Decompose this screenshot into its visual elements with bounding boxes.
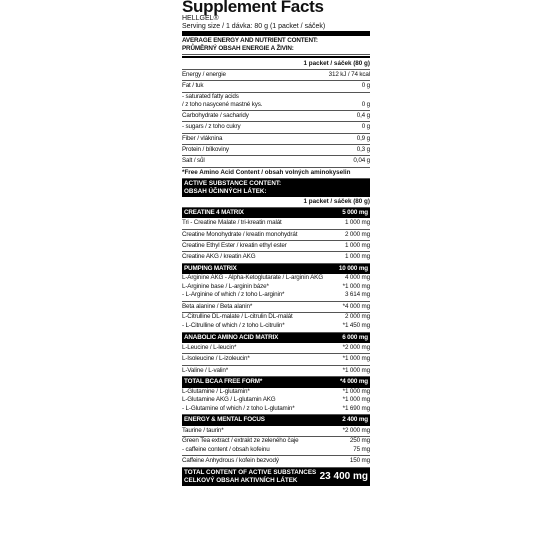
total-label-en: TOTAL CONTENT OF ACTIVE SUBSTANCES bbox=[184, 468, 317, 476]
ingredient-value: *2 000 mg bbox=[342, 426, 370, 434]
ingredient-row bbox=[182, 437, 370, 456]
nutrient-row bbox=[182, 156, 370, 167]
ingredient-value: 75 mg bbox=[353, 445, 370, 453]
nutrient-name bbox=[182, 122, 241, 132]
free-amino-note: *Free Amino Acid Content / obsah volných aminokyselin bbox=[182, 168, 370, 179]
ingredient-values bbox=[343, 274, 370, 300]
ingredient-name: L-Isoleucine / L-izoleucin* bbox=[182, 355, 250, 363]
ingredient-names bbox=[182, 241, 287, 251]
ingredient-value: 150 mg bbox=[349, 457, 370, 465]
ingredient-value: 4 000 mg bbox=[344, 274, 370, 282]
per-packet-label: 1 packet / sáček (80 g) bbox=[182, 59, 370, 70]
nutrient-row bbox=[182, 93, 370, 111]
nutrient-name-line: Carbohydrate / sacharidy bbox=[182, 111, 249, 119]
nutrient-row bbox=[182, 145, 370, 156]
ingredient-value: *1 450 mg bbox=[342, 322, 370, 330]
nutrient-name bbox=[182, 145, 229, 155]
ingredient-value: 2 000 mg bbox=[344, 230, 370, 238]
ingredient-value: 1 000 mg bbox=[344, 242, 370, 250]
section-amount: 6 000 mg bbox=[342, 333, 368, 341]
ingredient-values bbox=[343, 388, 370, 414]
ingredient-value: 2 000 mg bbox=[344, 313, 370, 321]
ingredient-row bbox=[182, 343, 370, 354]
nutrient-value: 312 kJ / 74 kcal bbox=[328, 71, 370, 78]
ingredient-name: - L-Arginine of which / z toho L-arginin* bbox=[182, 291, 285, 299]
section-header bbox=[182, 377, 370, 387]
ingredient-name: L-Arginine AKG - Alpha-Ketoglutarate / L-arginin AKG bbox=[182, 274, 323, 282]
brand-name: HELLGEL® bbox=[182, 15, 219, 22]
ingredient-value: *1 000 mg bbox=[342, 387, 370, 395]
nutrient-row bbox=[182, 81, 370, 92]
ingredient-names bbox=[182, 218, 282, 228]
ingredient-name: Caffeine Anhydrous / kofein bezvodý bbox=[182, 457, 279, 465]
ingredient-value: *1 690 mg bbox=[342, 404, 370, 412]
per-packet-label-2: 1 packet / sáček (80 g) bbox=[182, 197, 370, 208]
ingredient-row bbox=[182, 313, 370, 332]
ingredient-row bbox=[182, 218, 370, 229]
nutrient-value: 0,4 g bbox=[356, 111, 370, 119]
section-title: ENERGY & MENTAL FOCUS bbox=[184, 416, 265, 424]
nutrient-name-line: - sugars / z toho cukry bbox=[182, 123, 241, 131]
nutrient-row bbox=[182, 122, 370, 133]
average-header-en: AVERAGE ENERGY AND NUTRIENT CONTENT: bbox=[182, 37, 318, 44]
ingredient-name: L-Arginine base / L-arginin báze* bbox=[182, 282, 269, 290]
nutrient-value: 0 g bbox=[361, 100, 370, 108]
active-header-cz: OBSAH ÚČINNÝCH LÁTEK: bbox=[184, 187, 267, 195]
active-substance-header bbox=[182, 179, 370, 197]
nutrient-name-line: / z toho nasycené mastné kys. bbox=[182, 100, 263, 108]
ingredient-row bbox=[182, 230, 370, 241]
section-header bbox=[182, 208, 370, 218]
section-amount: *4 000 mg bbox=[339, 378, 368, 386]
ingredient-value: *1 000 mg bbox=[342, 396, 370, 404]
total-amount: 23 400 mg bbox=[319, 471, 368, 483]
active-header-en: ACTIVE SUBSTANCE CONTENT: bbox=[184, 179, 282, 187]
divider-thin bbox=[182, 56, 370, 58]
nutrient-name-line: Energy / energie bbox=[182, 71, 226, 78]
section-title: CREATINE 4 MATRIX bbox=[184, 208, 244, 216]
ingredient-value: 3 614 mg bbox=[344, 291, 370, 299]
ingredient-row bbox=[182, 456, 370, 467]
section-title: ANABOLIC AMINO ACID MATRIX bbox=[184, 333, 279, 341]
ingredient-value: 1 000 mg bbox=[344, 253, 370, 261]
ingredient-names bbox=[182, 302, 252, 312]
ingredient-name: Beta alanine / Beta alanin* bbox=[182, 303, 253, 311]
ingredient-values bbox=[339, 426, 370, 436]
ingredient-name: Creatine AKG / kreatin AKG bbox=[182, 253, 256, 261]
ingredient-row bbox=[182, 388, 370, 416]
nutrient-name bbox=[182, 81, 203, 91]
ingredient-names bbox=[182, 313, 293, 330]
ingredient-row bbox=[182, 241, 370, 252]
ingredient-value: *1 000 mg bbox=[342, 366, 370, 374]
nutrient-row bbox=[182, 134, 370, 145]
total-label bbox=[184, 469, 316, 485]
ingredient-row bbox=[182, 302, 370, 313]
nutrient-name-line: Protein / bílkoviny bbox=[182, 146, 229, 154]
nutrient-name-line: Fat / tuk bbox=[182, 82, 204, 90]
ingredient-names bbox=[182, 252, 255, 262]
section-header bbox=[182, 333, 370, 343]
section-amount: 5 000 mg bbox=[342, 208, 368, 216]
average-header bbox=[182, 36, 370, 55]
active-sections bbox=[182, 208, 370, 468]
ingredient-value: 250 mg bbox=[349, 437, 370, 445]
ingredient-value: *2 000 mg bbox=[342, 344, 370, 352]
ingredient-values bbox=[339, 302, 370, 312]
ingredient-name: - L-Glutamine of which / z toho L-glutamin* bbox=[182, 404, 295, 412]
section-amount: 10 000 mg bbox=[338, 264, 368, 272]
nutrient-value: 0,04 g bbox=[353, 157, 370, 165]
ingredient-values bbox=[341, 252, 370, 262]
section-title: PUMPING MATRIX bbox=[184, 264, 237, 272]
section-amount: 2 400 mg bbox=[342, 416, 368, 424]
ingredient-name: Tri - Creatine Malate / tri-kreatin malát bbox=[182, 219, 282, 227]
average-header-cz: PRŮMĚRNÝ OBSAH ENERGIE A ŽIVIN: bbox=[182, 45, 294, 52]
ingredient-value: *4 000 mg bbox=[342, 303, 370, 311]
ingredient-values bbox=[350, 437, 370, 454]
ingredient-name: Taurine / taurin* bbox=[182, 426, 224, 434]
ingredient-names bbox=[182, 230, 297, 240]
nutrient-name bbox=[182, 156, 205, 166]
ingredient-name: L-Glutamine / L-glutamin* bbox=[182, 387, 250, 395]
serving-size: Serving size / 1 dávka: 80 g (1 packet / sáček) bbox=[182, 23, 326, 30]
section-header bbox=[182, 415, 370, 425]
ingredient-values bbox=[339, 366, 370, 376]
ingredient-values bbox=[341, 241, 370, 251]
ingredient-value: *1 000 mg bbox=[342, 355, 370, 363]
ingredient-name: L-Leucine / L-leucin* bbox=[182, 344, 237, 352]
ingredient-values bbox=[346, 456, 370, 466]
ingredient-names bbox=[182, 388, 295, 414]
ingredient-name: L-Glutamine AKG / L-glutamin AKG bbox=[182, 396, 276, 404]
nutrient-row bbox=[182, 111, 370, 122]
ingredient-row bbox=[182, 274, 370, 302]
ingredient-value: 1 000 mg bbox=[344, 219, 370, 227]
ingredient-row bbox=[182, 354, 370, 365]
ingredient-names bbox=[182, 354, 250, 364]
ingredient-values bbox=[339, 343, 370, 353]
section-header bbox=[182, 264, 370, 274]
ingredient-names bbox=[182, 343, 236, 353]
ingredient-names bbox=[182, 426, 224, 436]
ingredient-name: Creatine Monohydrate / kreatin monohydrát bbox=[182, 230, 298, 238]
ingredient-row bbox=[182, 426, 370, 437]
nutrient-value: 0 g bbox=[361, 82, 370, 90]
nutrient-value: 0,3 g bbox=[356, 146, 370, 154]
nutrient-name bbox=[182, 111, 249, 121]
ingredient-values bbox=[339, 354, 370, 364]
total-label-cz: CELKOVÝ OBSAH AKTIVNÍCH LÁTEK bbox=[184, 476, 298, 484]
ingredient-name: L-Citrulline DL-malate / L-citrulin DL-malát bbox=[182, 313, 293, 321]
ingredient-names bbox=[182, 366, 228, 376]
supplement-facts-panel bbox=[182, 0, 370, 486]
nutrient-row bbox=[182, 70, 370, 81]
ingredient-names bbox=[182, 274, 323, 300]
nutrient-name-line: - saturated fatty acids bbox=[182, 92, 239, 100]
ingredient-values bbox=[341, 230, 370, 240]
ingredient-values bbox=[343, 313, 370, 330]
ingredient-names bbox=[182, 437, 299, 454]
ingredient-names bbox=[182, 456, 279, 466]
ingredient-name: - caffeine content / obsah kofeinu bbox=[182, 445, 270, 453]
total-content-row bbox=[182, 468, 370, 486]
ingredient-value: *1 000 mg bbox=[342, 282, 370, 290]
panel-title: Supplement Facts bbox=[182, 0, 324, 16]
nutrient-name bbox=[182, 93, 262, 109]
nutrient-list bbox=[182, 70, 370, 168]
ingredient-name: Green Tea extract / extrakt ze zeleného čaje bbox=[182, 437, 299, 445]
nutrient-name-line: Fiber / vláknina bbox=[182, 134, 223, 142]
nutrient-value: 0,9 g bbox=[356, 134, 370, 142]
ingredient-values bbox=[341, 218, 370, 228]
ingredient-name: L-Valine / L-valin* bbox=[182, 366, 229, 374]
ingredient-row bbox=[182, 366, 370, 377]
ingredient-name: - L-Citrulline of which / z toho L-citrulin* bbox=[182, 322, 285, 330]
ingredient-row bbox=[182, 252, 370, 263]
nutrient-name bbox=[182, 70, 226, 80]
ingredient-name: Creatine Ethyl Ester / kreatin ethyl ester bbox=[182, 242, 287, 250]
section-title: TOTAL BCAA FREE FORM* bbox=[184, 378, 263, 386]
nutrient-value: 0 g bbox=[361, 123, 370, 131]
nutrient-name-line: Salt / sůl bbox=[182, 157, 205, 165]
nutrient-name bbox=[182, 134, 222, 144]
